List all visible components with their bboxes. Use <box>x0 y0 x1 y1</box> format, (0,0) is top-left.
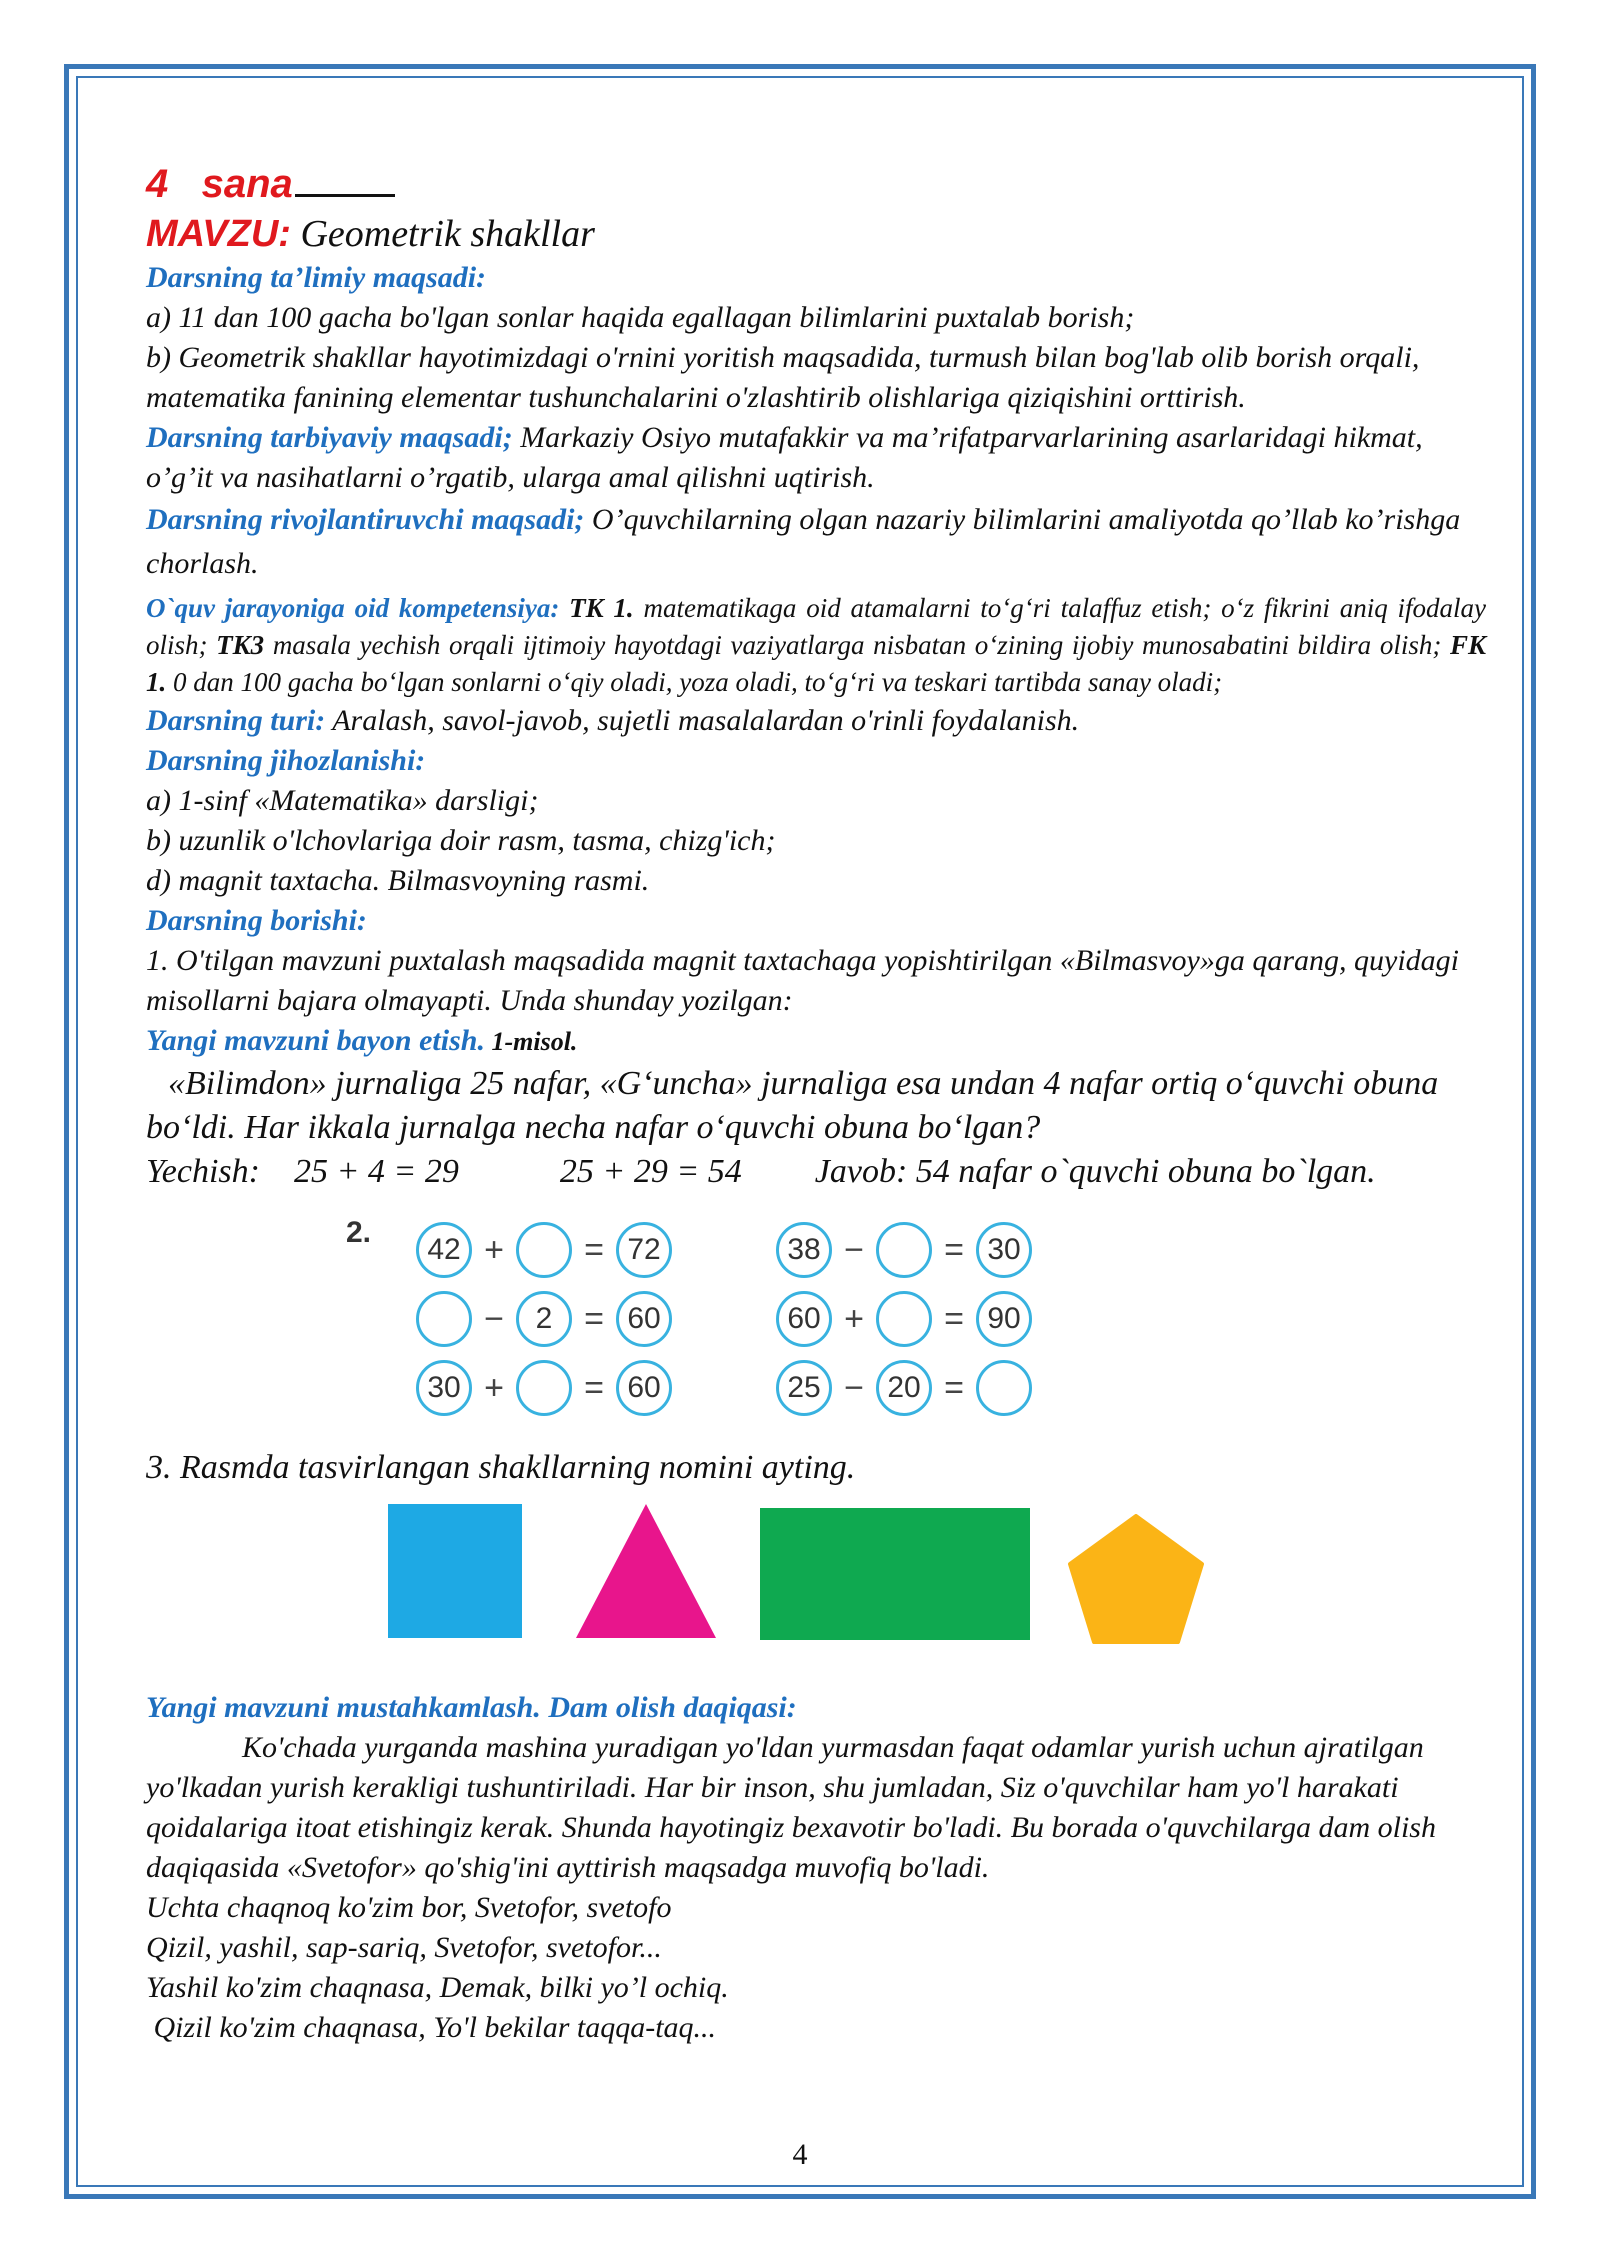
number-circle: 25 <box>776 1360 832 1416</box>
lesson-type-heading: Darsning turi: <box>146 704 326 737</box>
equals-sign: = <box>944 1368 964 1407</box>
solution-step-1: 25 + 4 = 29 <box>293 1153 459 1190</box>
date-label: sana <box>201 162 293 206</box>
equals-sign: = <box>584 1368 604 1407</box>
tk3-text: masala yechish orqali ijtimoiy hayotdagi vaziyatlarga nisbatan o‘zining ijobiy munosabatini bildira olish; <box>264 630 1442 660</box>
equation-row <box>416 1360 672 1416</box>
date-blank <box>295 160 395 197</box>
operator: − <box>844 1368 864 1407</box>
operator: + <box>484 1230 504 1269</box>
competence-paragraph <box>146 590 1486 701</box>
answer: Javob: 54 nafar o`quvchi obuna bo`lgan. <box>814 1153 1376 1190</box>
operator: + <box>484 1368 504 1407</box>
new-topic-line <box>146 1021 1486 1062</box>
song-line: Qizil, yashil, sap-sariq, Svetofor, svetofor... <box>146 1931 662 1964</box>
exercise-2 <box>146 1208 1486 1438</box>
progress-heading: Darsning borishi: <box>146 904 367 937</box>
empty-answer-circle[interactable] <box>516 1360 572 1416</box>
equals-sign: = <box>584 1230 604 1269</box>
competence-heading: O`quv jarayoniga oid kompetensiya: <box>146 593 560 623</box>
empty-answer-circle[interactable] <box>416 1291 472 1347</box>
equals-sign: = <box>944 1230 964 1269</box>
solution-step-2: 25 + 29 = 54 <box>559 1153 742 1190</box>
number-circle: 30 <box>976 1222 1032 1278</box>
empty-answer-circle[interactable] <box>516 1222 572 1278</box>
equation-row <box>776 1360 1032 1416</box>
upbringing-goal-text: Markaziy Osiyo mutafakkir va ma’rifatparvarlarining asarlaridagi hikmat, o’g’it va nasihatlarni o’rgatib, ularga amal qilishni uqtirish. <box>146 421 1423 494</box>
equation-row <box>416 1291 672 1347</box>
fk1-label: FK 1. <box>146 630 1486 697</box>
shapes-illustration <box>146 1498 1486 1688</box>
equation-row <box>416 1222 672 1278</box>
upbringing-goal <box>146 418 1486 498</box>
shapes-task: 3. Rasmda tasvirlangan shakllarning nomini ayting. <box>146 1449 856 1486</box>
number-circle: 90 <box>976 1291 1032 1347</box>
number-circle: 60 <box>776 1291 832 1347</box>
pink-triangle-shape <box>576 1504 716 1638</box>
solution-line <box>146 1150 1486 1194</box>
solution-label: Yechish: <box>146 1153 260 1190</box>
topic-line <box>146 210 1486 258</box>
equals-sign: = <box>584 1299 604 1338</box>
equation-row <box>776 1291 1032 1347</box>
green-rectangle-shape <box>760 1508 1030 1640</box>
empty-answer-circle[interactable] <box>976 1360 1032 1416</box>
consolidation-text: Ko'chada yurganda mashina yuradigan yo'ldan yurmasdan faqat odamlar yurish uchun ajratilgan yo'lkadan yurish kerakligi tushuntiriladi. Har bir inson, shu jumladan, Siz o'quvchilar ham yo'l harakati qoidalariga itoat etishingiz kerak. Shunda hayotingiz bexavotir bo'ladi. Bu borada o'quvchilarga dam olish daqiqasida «Svetofor» qo'shig'ini ayttirish maqsadga muvofiq bo'ladi. <box>146 1731 1436 1884</box>
blue-square-shape <box>388 1504 522 1638</box>
progress-step-1: 1. O'tilgan mavzuni puxtalash maqsadida magnit taxtachaga yopishtirilgan «Bilmasvoy»ga qarang, quyidagi misollarni bajara olmayapti. Unda shunday yozilgan: <box>146 944 1460 1017</box>
document-body <box>146 158 1486 2048</box>
equipment-item: b) uzunlik o'lchovlariga doir rasm, tasma, chizg'ich; <box>146 824 776 857</box>
song-line: Uchta chaqnoq ko'zim bor, Svetofor, svetofo <box>146 1891 672 1924</box>
developing-goal-text: O’quvchilarning olgan nazariy bilimlarini amaliyotda qo’llab ko’rishga chorlash. <box>146 503 1461 580</box>
song-line: Qizil ko'zim chaqnasa, Yo'l bekilar taqqa-taq... <box>146 2011 717 2044</box>
empty-answer-circle[interactable] <box>876 1291 932 1347</box>
word-problem: «Bilimdon» jurnaliga 25 nafar, «G‘uncha» jurnaliga esa undan 4 nafar ortiq o‘quvchi obuna bo‘ldi. Har ikkala jurnalga necha nafar o‘quvchi obuna bo‘lgan? <box>146 1065 1439 1146</box>
number-circle: 20 <box>876 1360 932 1416</box>
yellow-pentagon-shape <box>1068 1514 1204 1644</box>
exercise-number: 2. <box>346 1216 372 1249</box>
equipment-item: d) magnit taxtacha. Bilmasvoyning rasmi. <box>146 864 650 897</box>
number-circle: 38 <box>776 1222 832 1278</box>
number-circle: 60 <box>616 1360 672 1416</box>
operator: − <box>484 1299 504 1338</box>
educational-goal-heading: Darsning ta’limiy maqsadi: <box>146 261 487 294</box>
topic-label: MAVZU: <box>146 213 291 255</box>
topic-title: Geometrik shakllar <box>300 213 595 255</box>
date-number: 4 <box>146 162 169 206</box>
number-circle: 2 <box>516 1291 572 1347</box>
tk3-label: TK3 <box>207 630 265 660</box>
lesson-type <box>146 701 1486 741</box>
tk1-label: TK 1. <box>559 593 634 623</box>
equation-row <box>776 1222 1032 1278</box>
lesson-type-text: Aralash, savol-javob, sujetli masalalardan o'rinli foydalanish. <box>325 704 1080 737</box>
date-line <box>146 158 1486 210</box>
example-label: 1-misol. <box>484 1027 578 1056</box>
number-circle: 72 <box>616 1222 672 1278</box>
number-circle: 30 <box>416 1360 472 1416</box>
equipment-item: a) 1-sinf «Matematika» darsligi; <box>146 784 539 817</box>
tk1-text: matematikaga oid atamalarni to‘g‘ri talaffuz etish; o‘z fikrini aniq ifodalay olish; <box>146 593 1486 660</box>
educational-goal-a: a) 11 dan 100 gacha bo'lgan sonlar haqida egallagan bilimlarini puxtalab borish; <box>146 301 1135 334</box>
consolidation-heading: Yangi mavzuni mustahkamlash. Dam olish daqiqasi: <box>146 1691 797 1724</box>
number-circle: 60 <box>616 1291 672 1347</box>
fk1-text: 0 dan 100 gacha bo‘lgan sonlarni o‘qiy oladi, yoza oladi, to‘g‘ri va teskari tartibda sanay oladi; <box>166 667 1223 697</box>
operator: + <box>844 1299 864 1338</box>
number-circle: 42 <box>416 1222 472 1278</box>
developing-goal <box>146 498 1486 586</box>
song-line: Yashil ko'zim chaqnasa, Demak, bilki yo’l ochiq. <box>146 1971 729 2004</box>
equipment-heading: Darsning jihozlanishi: <box>146 744 426 777</box>
upbringing-goal-heading: Darsning tarbiyaviy maqsadi; <box>146 421 513 454</box>
empty-answer-circle[interactable] <box>876 1222 932 1278</box>
page-number: 4 <box>792 2138 808 2171</box>
operator: − <box>844 1230 864 1269</box>
educational-goal-b: b) Geometrik shakllar hayotimizdagi o'rnini yoritish maqsadida, turmush bilan bog'lab olib borish orqali, matematika fanining elementar tushunchalarini o'zlashtirib olishlariga qiziqishini orttirish. <box>146 341 1420 414</box>
equals-sign: = <box>944 1299 964 1338</box>
new-topic-heading: Yangi mavzuni bayon etish. <box>146 1024 485 1057</box>
developing-goal-heading: Darsning rivojlantiruvchi maqsadi; <box>146 503 585 536</box>
